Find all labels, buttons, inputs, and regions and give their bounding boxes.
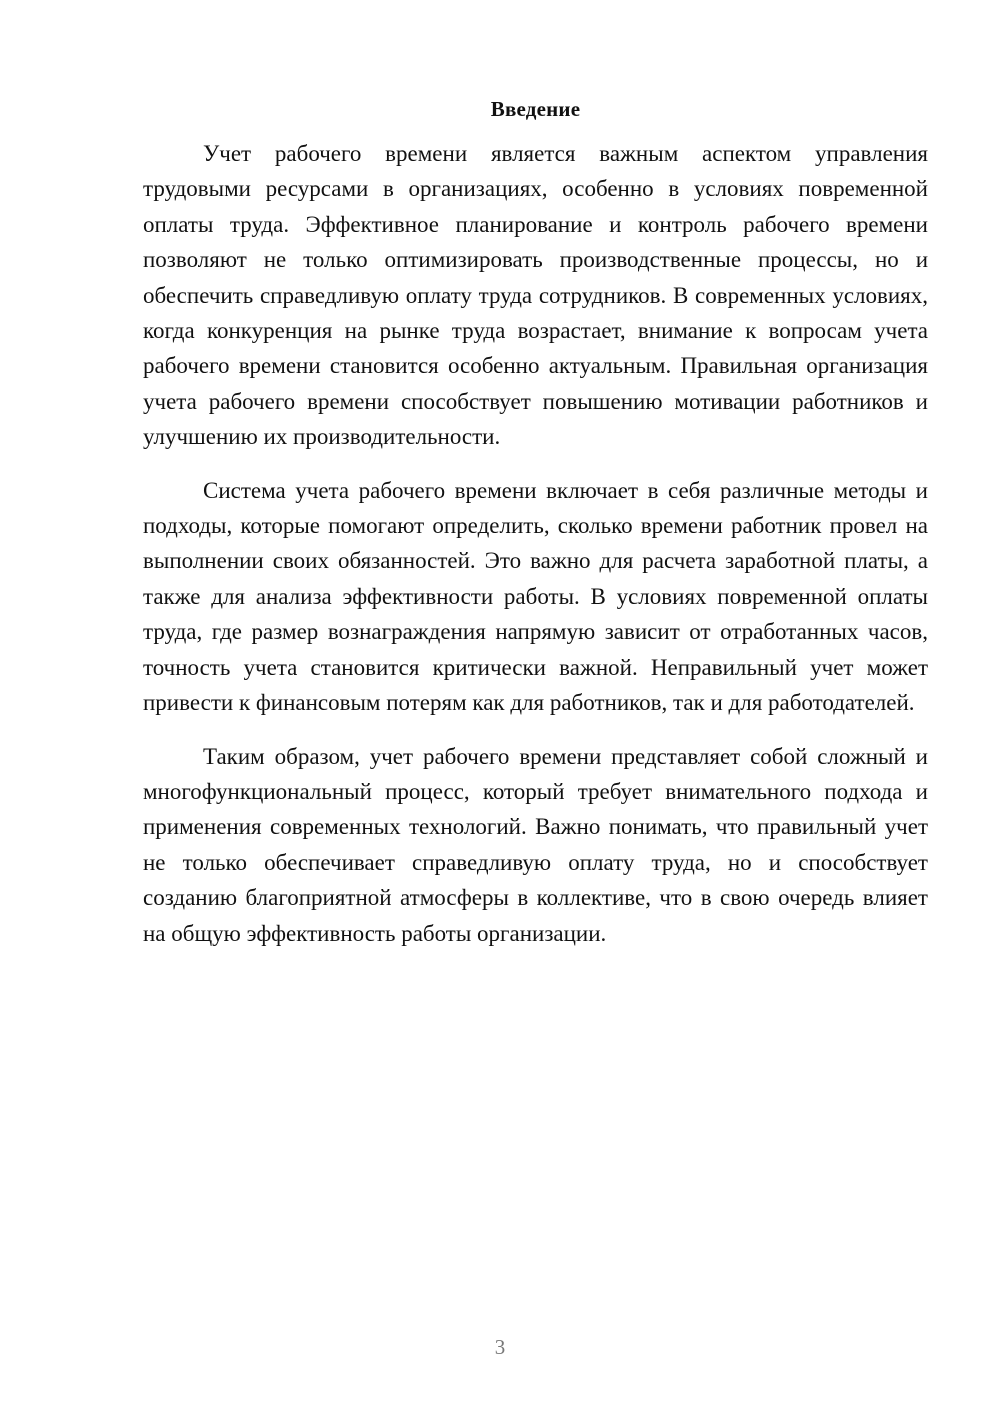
page-number: 3 bbox=[494, 1335, 506, 1359]
paragraph-3: Таким образом, учет рабочего времени представляет собой сложный и многофункциональный процесс, который требует внимательного подхода и применения современных технологий. Важно понимать, что правильный учет не только обеспечивает справедливую оплату труда, но и способствует созданию благоприятной атмосферы в коллективе, что в свою очередь влияет на общую эффективность работы организации. bbox=[143, 743, 928, 946]
paragraph-1: Учет рабочего времени является важным аспектом управления трудовыми ресурсами в организациях, особенно в условиях повременной оплаты труда. Эффективное планирование и контроль рабочего времени позволяют не только оптимизировать производственные процессы, но и обеспечить справедливую оплату труда сотрудников. В современных условиях, когда конкуренция на рынке труда возрастает, внимание к вопросам учета рабочего времени становится особенно актуальным. Правильная организация учета рабочего времени способствует повышению мотивации работников и улучшению их производительности. bbox=[143, 141, 928, 450]
page-content bbox=[143, 94, 928, 969]
paragraph-2: Система учета рабочего времени включает в себя различные методы и подходы, которые помогают определить, сколько времени работник провел на выполнении своих обязанностей. Это важно для расчета заработной платы, а также для анализа эффективности работы. В условиях повременной оплаты труда, где размер вознаграждения напрямую зависит от отработанных часов, точность учета становится критически важной. Неправильный учет может привести к финансовым потерям как для работников, так и для работодателей. bbox=[143, 477, 928, 716]
section-title: Введение bbox=[490, 97, 581, 121]
